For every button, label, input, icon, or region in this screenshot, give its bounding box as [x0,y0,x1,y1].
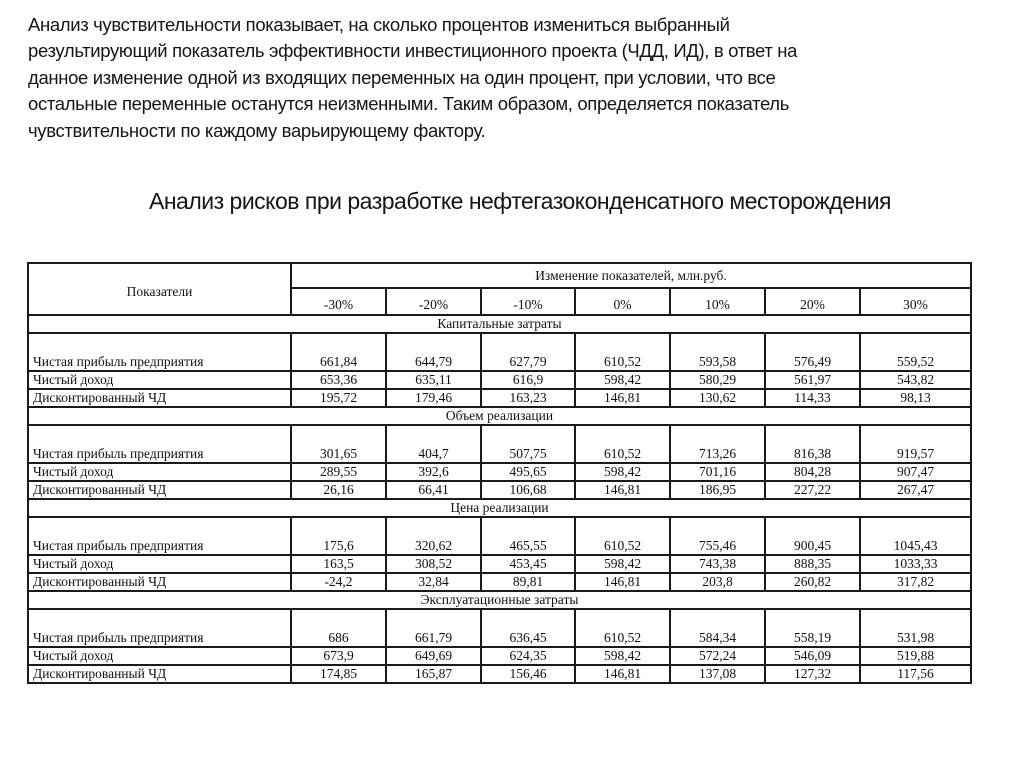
value-cell: 559,52 [860,333,971,371]
value-cell: 163,23 [481,389,575,407]
table-row [28,555,971,573]
section-title: Объем реализации [28,407,971,425]
value-cell: 804,28 [765,463,860,481]
value-cell: 89,81 [481,573,575,591]
table-row [28,517,971,555]
value-cell: 165,87 [386,665,481,683]
row-label: Дисконтированный ЧД [28,389,291,407]
risk-analysis-table [27,262,972,684]
intro-line: Анализ чувствительности показывает, на сколько процентов измениться выбранный [28,14,730,35]
value-cell: 686 [291,609,386,647]
value-cell: 453,45 [481,555,575,573]
value-cell: 561,97 [765,371,860,389]
row-label: Чистый доход [28,463,291,481]
row-label: Чистый доход [28,647,291,665]
value-cell: 616,9 [481,371,575,389]
value-cell: 610,52 [575,517,670,555]
value-cell: 301,65 [291,425,386,463]
value-cell: 1033,33 [860,555,971,573]
percent-header: -30% [291,288,386,315]
value-cell: 127,32 [765,665,860,683]
value-cell: 404,7 [386,425,481,463]
percent-header: 30% [860,288,971,315]
value-cell: 519,88 [860,647,971,665]
percent-header: 10% [670,288,765,315]
value-cell: 598,42 [575,647,670,665]
change-header: Изменение показателей, млн.руб. [291,263,971,288]
value-cell: 673,9 [291,647,386,665]
value-cell: 713,26 [670,425,765,463]
value-cell: -24,2 [291,573,386,591]
value-cell: 308,52 [386,555,481,573]
value-cell: 572,24 [670,647,765,665]
value-cell: 653,36 [291,371,386,389]
section-title-row [28,499,971,517]
value-cell: 317,82 [860,573,971,591]
row-label: Дисконтированный ЧД [28,665,291,683]
intro-line: чувствительности по каждому варьирующему фактору. [28,119,486,141]
percent-header: -10% [481,288,575,315]
section-title-row [28,315,971,333]
value-cell: 661,79 [386,609,481,647]
table-row [28,333,971,371]
value-cell: 156,46 [481,665,575,683]
value-cell: 289,55 [291,463,386,481]
table-row [28,573,971,591]
value-cell: 32,84 [386,573,481,591]
intro-line: остальные переменные останутся неизменными. Таким образом, определяется показатель [28,93,790,115]
value-cell: 392,6 [386,463,481,481]
value-cell: 186,95 [670,481,765,499]
row-label: Чистая прибыль предприятия [28,609,291,647]
value-cell: 130,62 [670,389,765,407]
intro-paragraph [28,12,988,144]
value-cell: 610,52 [575,425,670,463]
indicators-header: Показатели [28,263,291,315]
table-row [28,609,971,647]
percent-header: 0% [575,288,670,315]
section-title: Капитальные затраты [28,315,971,333]
value-cell: 610,52 [575,609,670,647]
row-label: Чистый доход [28,555,291,573]
section-title: Цена реализации [28,499,971,517]
section-title-row [28,591,971,609]
value-cell: 495,65 [481,463,575,481]
value-cell: 465,55 [481,517,575,555]
table-row [28,647,971,665]
value-cell: 195,72 [291,389,386,407]
value-cell: 580,29 [670,371,765,389]
intro-line: результирующий показатель эффективности инвестиционного проекта (ЧДД, ИД), в ответ на [28,40,798,62]
value-cell: 531,98 [860,609,971,647]
value-cell: 644,79 [386,333,481,371]
value-cell: 146,81 [575,573,670,591]
value-cell: 584,34 [670,609,765,647]
value-cell: 558,19 [765,609,860,647]
section-title: Эксплуатационные затраты [28,591,971,609]
value-cell: 203,8 [670,573,765,591]
table-row [28,425,971,463]
value-cell: 227,22 [765,481,860,499]
percent-header: -20% [386,288,481,315]
value-cell: 146,81 [575,389,670,407]
value-cell: 260,82 [765,573,860,591]
header-row [28,263,971,288]
value-cell: 106,68 [481,481,575,499]
table-row [28,371,971,389]
value-cell: 624,35 [481,647,575,665]
row-label: Чистый доход [28,371,291,389]
intro-line: данное изменение одной из входящих переменных на один процент, при условии, что все [28,66,776,88]
value-cell: 593,58 [670,333,765,371]
value-cell: 137,08 [670,665,765,683]
table-row [28,389,971,407]
value-cell: 179,46 [386,389,481,407]
value-cell: 163,5 [291,555,386,573]
value-cell: 598,42 [575,555,670,573]
value-cell: 1045,43 [860,517,971,555]
value-cell: 267,47 [860,481,971,499]
value-cell: 701,16 [670,463,765,481]
value-cell: 636,45 [481,609,575,647]
value-cell: 598,42 [575,371,670,389]
value-cell: 649,69 [386,647,481,665]
value-cell: 98,13 [860,389,971,407]
value-cell: 888,35 [765,555,860,573]
row-label: Дисконтированный ЧД [28,481,291,499]
value-cell: 576,49 [765,333,860,371]
value-cell: 320,62 [386,517,481,555]
row-label: Чистая прибыль предприятия [28,517,291,555]
value-cell: 743,38 [670,555,765,573]
value-cell: 26,16 [291,481,386,499]
value-cell: 174,85 [291,665,386,683]
value-cell: 816,38 [765,425,860,463]
value-cell: 146,81 [575,665,670,683]
page-heading: Анализ рисков при разработке нефтегазоконденсатного месторождения [148,188,891,214]
value-cell: 146,81 [575,481,670,499]
value-cell: 546,09 [765,647,860,665]
value-cell: 66,41 [386,481,481,499]
value-cell: 635,11 [386,371,481,389]
value-cell: 755,46 [670,517,765,555]
row-label: Дисконтированный ЧД [28,573,291,591]
value-cell: 610,52 [575,333,670,371]
percent-header: 20% [765,288,860,315]
value-cell: 661,84 [291,333,386,371]
value-cell: 117,56 [860,665,971,683]
value-cell: 919,57 [860,425,971,463]
section-title-row [28,407,971,425]
value-cell: 114,33 [765,389,860,407]
row-label: Чистая прибыль предприятия [28,425,291,463]
value-cell: 175,6 [291,517,386,555]
row-label: Чистая прибыль предприятия [28,333,291,371]
table-row [28,463,971,481]
value-cell: 627,79 [481,333,575,371]
table-row [28,481,971,499]
table-row [28,665,971,683]
value-cell: 543,82 [860,371,971,389]
value-cell: 507,75 [481,425,575,463]
value-cell: 900,45 [765,517,860,555]
value-cell: 598,42 [575,463,670,481]
value-cell: 907,47 [860,463,971,481]
